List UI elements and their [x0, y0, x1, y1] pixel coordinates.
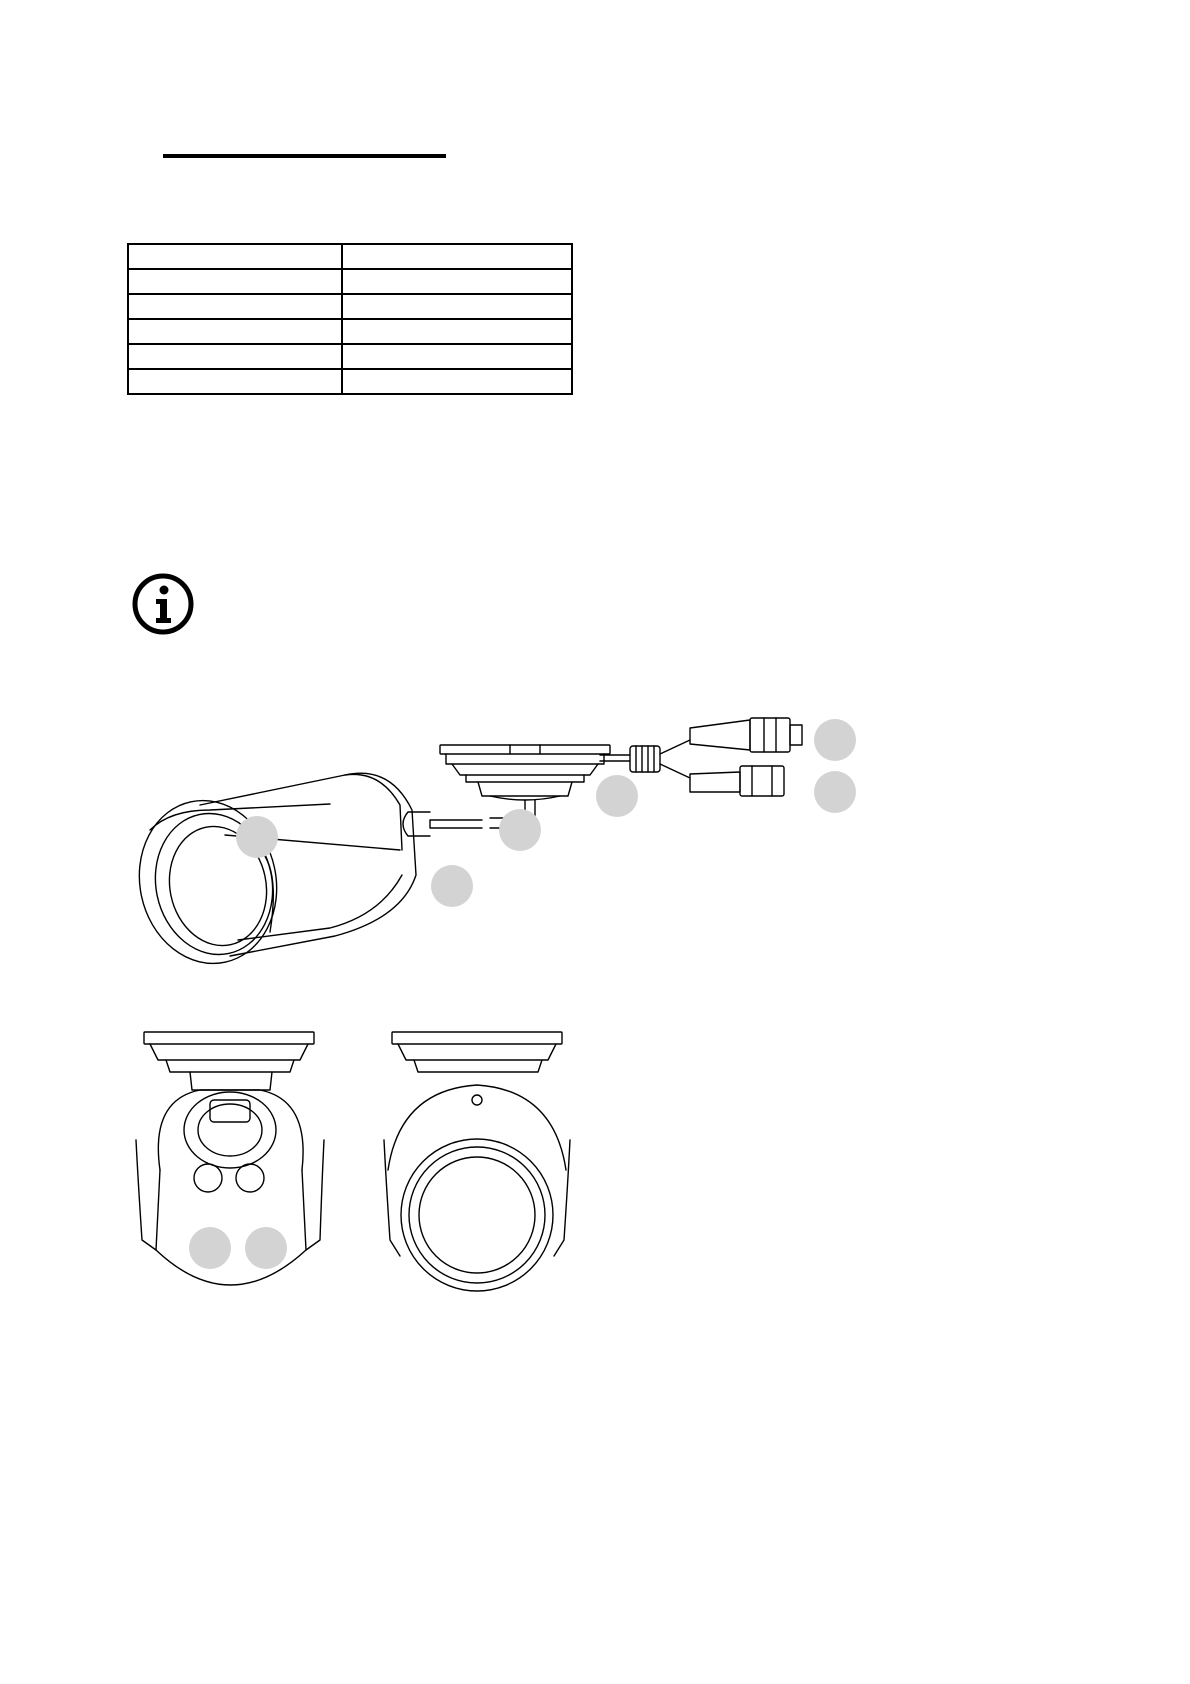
table-cell: [342, 369, 572, 394]
section-heading-underline: [163, 154, 446, 158]
callout-markers: [189, 719, 856, 1269]
camera-body: [130, 773, 416, 976]
camera-illustration: [130, 700, 910, 1340]
spec-table: [127, 243, 573, 395]
table-cell: [342, 294, 572, 319]
table-row: [128, 344, 572, 369]
callout-marker: [236, 816, 278, 858]
table-cell: [342, 269, 572, 294]
table-row: [128, 294, 572, 319]
callout-marker: [499, 809, 541, 851]
table-cell: [128, 344, 342, 369]
info-icon: [131, 572, 195, 636]
table-row: [128, 369, 572, 394]
table-cell: [128, 369, 342, 394]
table-row: [128, 269, 572, 294]
callout-marker: [245, 1227, 287, 1269]
mount-base-side: [440, 745, 610, 800]
callout-marker: [814, 719, 856, 761]
callout-marker: [189, 1227, 231, 1269]
camera-rear-view: [384, 1032, 570, 1291]
table-cell: [128, 244, 342, 269]
table-row: [128, 319, 572, 344]
callout-marker: [431, 865, 473, 907]
callout-marker: [814, 771, 856, 813]
table-row: [128, 244, 572, 269]
table-cell: [128, 269, 342, 294]
table-cell: [128, 319, 342, 344]
table-cell: [342, 344, 572, 369]
table-cell: [128, 294, 342, 319]
table-cell: [342, 319, 572, 344]
callout-marker: [596, 775, 638, 817]
table-cell: [342, 244, 572, 269]
